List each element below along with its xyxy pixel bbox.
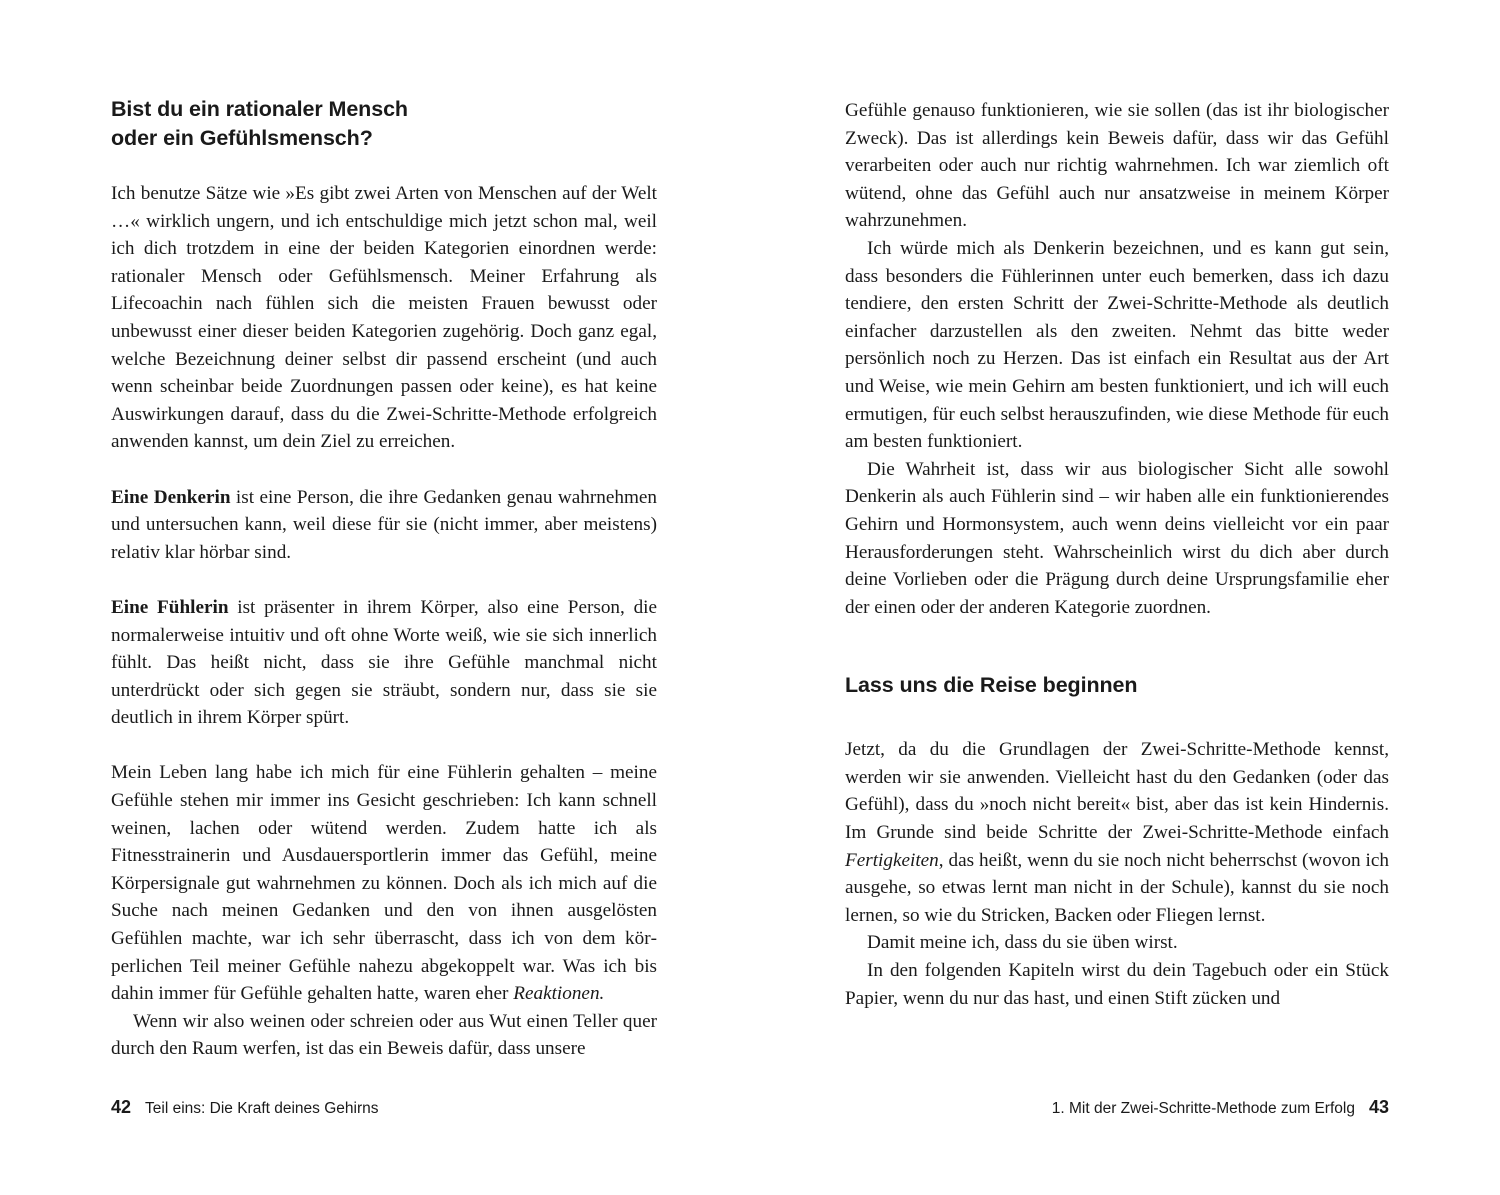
section-heading: Lass uns die Reise beginnen	[845, 673, 1138, 698]
paragraph: Die Wahrheit ist, dass wir aus biologischer Sicht alle sowohl Denkerin als auch Fühlerin sind – wir haben alle ein funktionierendes Gehirn und Hormonsystem, auch wenn deins vielleicht vor ein paar Herausforderungen steht. Wahrscheinlich wirst du dich aber durch deine Vorlieben oder die Prägung durch deine Ursprungsfamilie eher der einen oder der anderen Kategorie zuordnen.	[845, 458, 1389, 618]
paragraph-text: ist eine Person, die ihre Gedanken genau wahrnehmen und untersuchen kann, weil diese für sie (nicht immer, aber meistens) relativ klar hörbar sind.	[111, 486, 657, 563]
paragraph-text: Jetzt, da du die Grundlagen der Zwei-Schritte-Methode kennst, werden wir sie anwenden. Vielleicht hast du den Gedanken (oder das Gefühl), dass du »noch nicht bereit« bist, aber das ist kein Hindernis. Im Grunde sind beide Schritte der Zwei-Schritte-Methode einfach	[845, 739, 1389, 844]
page-number: 43	[1368, 1097, 1389, 1117]
term-bold: Eine Denkerin	[111, 486, 231, 508]
paragraph: Ich würde mich als Denkerin bezeichnen, und es kann gut sein, dass besonders die Fühlerinnen unter euch bemerken, dass ich dazu tendiere, den ersten Schritt der Zwei-Schritte-Methode als deutlich einfacher darzustellen als den zweiten. Nehmt das bitte weder persönlich noch zu Herzen. Das ist einfach ein Resultat aus der Art und Weise, wie mein Gehirn am besten funktioniert, und ich will euch ermutigen, für euch selbst herauszufinden, wie diese Methode für euch am besten funktioniert.	[845, 237, 1389, 453]
running-title: Teil eins: Die Kraft deines Gehirns	[145, 1100, 379, 1117]
right-page	[845, 0, 1389, 1195]
heading-line: Bist du ein rationaler Mensch	[111, 97, 408, 121]
right-footer	[1052, 1097, 1389, 1119]
paragraph	[111, 484, 657, 567]
emphasis: Reaktionen.	[513, 983, 605, 1005]
paragraph: Damit meine ich, dass du sie üben wirst.	[867, 932, 1178, 954]
paragraph	[111, 594, 657, 732]
term-bold: Eine Fühlerin	[111, 596, 229, 618]
left-footer	[111, 1097, 379, 1119]
left-page	[111, 0, 657, 1195]
paragraph	[845, 736, 1389, 929]
paragraph-text: , das heißt, wenn du sie noch nicht beherrschst (wovon ich ausgehe, so etwas lernt man nicht in der Schule), kannst du sie noch lernen, so wie du Stricken, Backen oder Fliegen lernst.	[845, 849, 1389, 926]
paragraph-text: ist präsenter in ihrem Körper, also eine Person, die normalerweise intuitiv und oft ohne Worte weiß, wie sie sich innerlich fühlt. Das heißt nicht, dass sie ihre Gefühle manchmal nicht unterdrückt oder sich gegen sie sträubt, sondern nur, dass sie sie deutlich in ihrem Körper spürt.	[111, 596, 658, 729]
heading-line: oder ein Gefühlsmensch?	[111, 126, 373, 150]
paragraph: In den folgenden Kapiteln wirst du dein Tagebuch oder ein Stück Papier, wenn du nur das hast, und einen Stift zücken und	[845, 960, 1389, 1009]
emphasis: Fertigkeiten	[845, 849, 939, 871]
paragraph: Ich benutze Sätze wie »Es gibt zwei Arten von Menschen auf der Welt …« wirklich ungern, und ich entschuldige mich jetzt schon mal, weil ich dich trotzdem in eine der beiden Kategorien einordnen werde: rationaler Mensch oder Gefühlsmensch. Meiner Erfahrung als Lifecoachin nach fühlen sich die meisten Frauen bewusst oder unbewusst einer dieser beiden Kategorien zugehörig. Doch ganz egal, welche Bezeichnung deiner selbst dir passend erscheint (und auch wenn scheinbar beide Zuordnungen passen oder keine), es hat keine Auswirkungen darauf, dass du die Zwei-Schritte-Methode erfolgreich anwenden kannst, um dein Ziel zu erreichen.	[111, 183, 657, 453]
running-title: 1. Mit der Zwei-Schritte-Methode zum Erfolg	[1051, 1100, 1355, 1117]
left-body-text	[111, 180, 657, 1063]
page-number: 42	[111, 1097, 132, 1117]
paragraph	[111, 759, 657, 1007]
paragraph: Wenn wir also weinen oder schreien oder aus Wut einen Teller quer durch den Raum werfen, ist das ein Beweis dafür, dass unsere	[111, 1010, 657, 1060]
paragraph: Gefühle genauso funktionieren, wie sie sollen (das ist ihr biologischer Zweck). Das ist allerdings kein Beweis dafür, dass wir das Gefühl verarbeiten oder auch nur richtig wahrnehmen. Ich war ziemlich oft wütend, ohne das Gefühl auch nur ansatzweise in meinem Körper wahrzunehmen.	[845, 100, 1389, 232]
paragraph-text: Mein Leben lang habe ich mich für eine Fühlerin gehalten – meine Gefühle stehen mir immer ins Gesicht geschrieben: Ich kann schnell weinen, lachen oder wütend werden. Zudem hatte ich als Fitnesstrainerin und Ausdauersportlerin immer das Gefühl, meine Körpersignale gut wahrnehmen zu können. Doch als ich mich auf die Suche nach meinen Gedanken und den von ihnen ausgelösten Gefühlen machte, war ich sehr überrascht, dass ich von dem körperlichen Teil meiner Gefühle nahezu abgekoppelt war. Was ich bis dahin immer für Gefühle gehalten hatte, waren eher	[111, 762, 657, 1005]
section-heading	[111, 95, 408, 153]
right-body-text	[845, 97, 1389, 1012]
